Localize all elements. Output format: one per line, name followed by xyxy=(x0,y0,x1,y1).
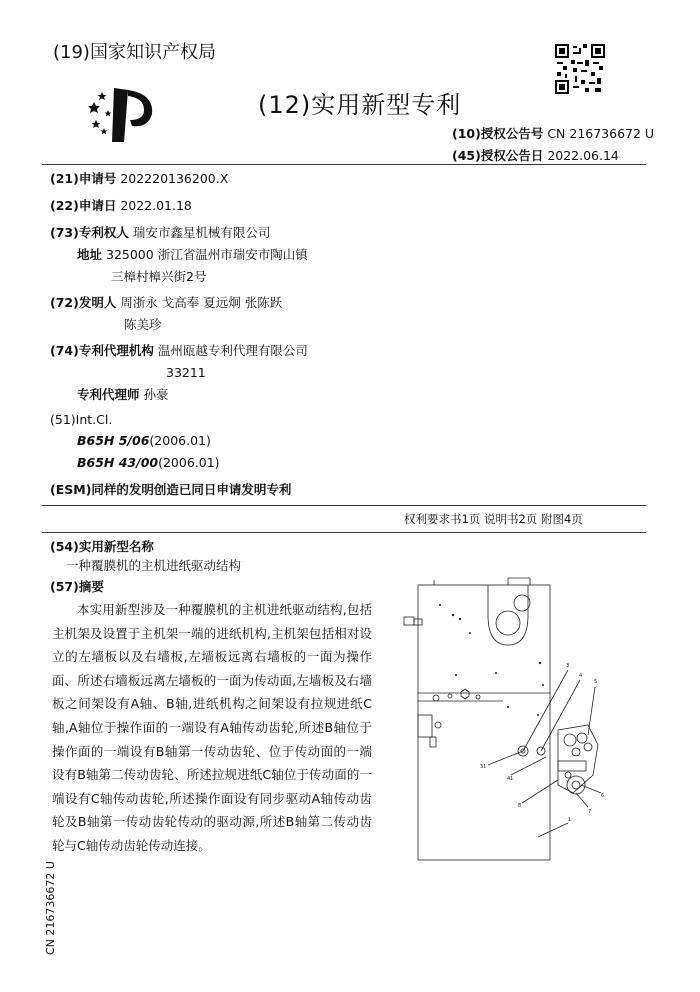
drawing-label-4: 4 xyxy=(579,673,583,679)
page-count: 权利要求书1页 说明书2页 附图4页 xyxy=(404,512,583,526)
int-cl-label: (51)Int.Cl. xyxy=(50,412,113,427)
application-date: (22)申请日 2022.01.18 xyxy=(50,198,192,213)
inventors: (72)发明人 周浙永 戈高奉 夏远炯 张陈跃 xyxy=(50,295,283,310)
drawing-label-8: 8 xyxy=(518,803,522,809)
drawing-label-6: 6 xyxy=(601,793,605,799)
ipc-class-1: B65H 5/06(2006.01) xyxy=(77,433,211,448)
drawing-label-31: 31 xyxy=(480,764,487,770)
agency: (74)专利代理机构 温州瓯越专利代理有限公司 xyxy=(50,343,308,358)
agency-code: 33211 xyxy=(166,365,206,380)
side-publication-number: CN 216736672 U xyxy=(44,861,57,955)
drawing-label-5: 5 xyxy=(594,679,598,685)
title-label: (54)实用新型名称 xyxy=(50,539,154,554)
biblio-divider xyxy=(42,505,646,506)
pages-divider xyxy=(42,532,646,533)
drawing-label-7: 7 xyxy=(588,809,592,815)
drawing-label-41: 41 xyxy=(507,776,514,782)
office-name: (19)国家知识产权局 xyxy=(53,42,216,63)
abstract-text: 本实用新型涉及一种覆膜机的主机进纸驱动结构,包括主机架及设置于主机架一端的进纸机构,主机架包括相对设立的左墙板以及右墙板,左墙板远离右墙板的一面为操作面、所述右墙板远离左墙板的一面为传动面,左墙板及右墙板之间架设有A轴、B轴,进纸机构之间架设有拉规进纸C轴,A轴位于操作面的一端设有A轴传动齿轮,所述B轴位于操作面的一端设有B轴第一传动齿轮、位于传动面的一端设有B轴第二传动齿轮、所述拉规进纸C轴位于传动面的一端设有C轴传动齿轮,所述操作面设有同步驱动A轴传动齿轮及B轴第一传动齿轮传动的驱动源,所述B轴第二传动齿轮与C轴传动齿轮传动连接。 xyxy=(52,602,372,853)
drawing-label-3: 3 xyxy=(566,663,570,669)
address-line-2: 三樟村樟兴街2号 xyxy=(111,269,207,284)
cnipa-logo xyxy=(84,84,160,146)
header-divider xyxy=(42,164,646,165)
esm-note: (ESM)同样的发明创造已同日申请发明专利 xyxy=(50,482,292,497)
qr-code xyxy=(555,44,605,94)
patent-drawing xyxy=(398,575,618,870)
agent: 专利代理师 孙豪 xyxy=(77,387,169,402)
application-number: (21)申请号 202220136200.X xyxy=(50,171,229,186)
inventors-line-2: 陈美珍 xyxy=(124,317,162,332)
patent-type: (12)实用新型专利 xyxy=(258,91,462,119)
publication-number: (10)授权公告号 CN 216736672 U xyxy=(452,126,655,141)
patentee: (73)专利权人 瑞安市鑫星机械有限公司 xyxy=(50,225,271,240)
drawing-label-1: 1 xyxy=(568,817,572,823)
abstract-label: (57)摘要 xyxy=(50,579,104,594)
address: 地址 325000 浙江省温州市瑞安市陶山镇 xyxy=(77,247,308,262)
utility-model-title: 一种覆膜机的主机进纸驱动结构 xyxy=(66,558,242,573)
ipc-class-2: B65H 43/00(2006.01) xyxy=(77,455,220,470)
publication-date: (45)授权公告日 2022.06.14 xyxy=(452,148,619,163)
